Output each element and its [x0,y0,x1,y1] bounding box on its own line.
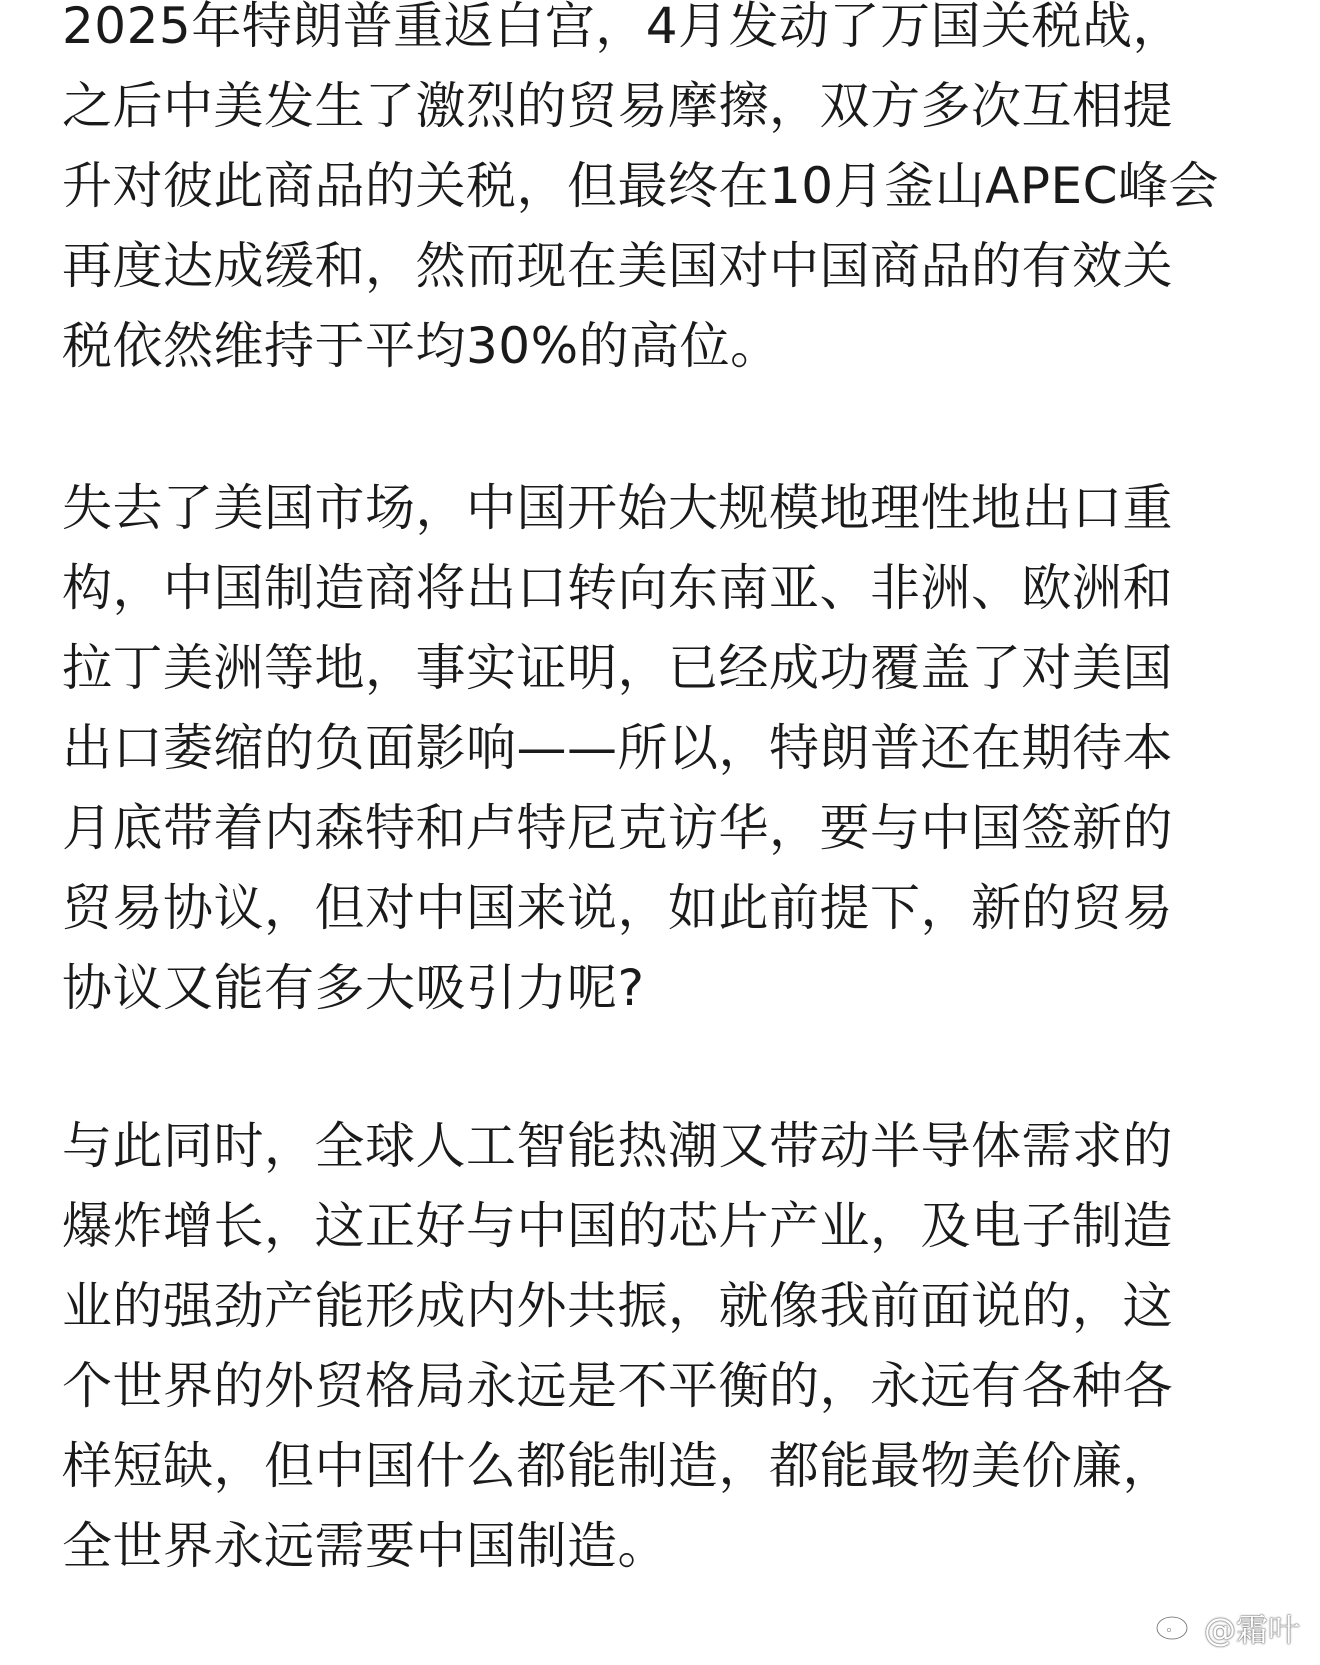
text-line: 出口萎缩的负面影响——所以，特朗普还在期待本 [62,719,1173,777]
text-line: 2025年特朗普重返白宫，4月发动了万国关税战， [62,0,1184,55]
text-line: 与此同时，全球人工智能热潮又带动半导体需求的 [62,1117,1173,1175]
weibo-icon [1154,1606,1198,1650]
text-line: 税依然维持于平均30%的高位。 [62,317,781,375]
text-line: 月底带着内森特和卢特尼克访华，要与中国签新的 [62,799,1173,857]
text-line: 爆炸增长，这正好与中国的芯片产业，及电子制造 [62,1197,1173,1255]
paragraph-3 [62,1106,1173,1586]
text-line: 全世界永远需要中国制造。 [62,1517,668,1575]
paragraph-2 [62,468,1173,1028]
paragraph-1 [62,0,1219,386]
text-line: 业的强劲产能形成内外共振，就像我前面说的，这 [62,1277,1173,1335]
text-line: 再度达成缓和，然而现在美国对中国商品的有效关 [62,237,1173,295]
text-line: 样短缺，但中国什么都能制造，都能最物美价廉， [62,1437,1173,1495]
text-line: 之后中美发生了激烈的贸易摩擦，双方多次互相提 [62,77,1173,135]
text-line: 贸易协议，但对中国来说，如此前提下，新的贸易 [62,879,1173,937]
text-line: 失去了美国市场，中国开始大规模地理性地出口重 [62,479,1173,537]
weibo-watermark [1154,1605,1300,1651]
text-line: 升对彼此商品的关税，但最终在10月釜山APEC峰会 [62,157,1219,215]
text-line: 协议又能有多大吸引力呢? [62,959,645,1017]
text-line: 构，中国制造商将出口转向东南亚、非洲、欧洲和 [62,559,1173,617]
text-line: 拉丁美洲等地，事实证明，已经成功覆盖了对美国 [62,639,1173,697]
watermark-text: @霜叶 [1203,1611,1300,1649]
text-line: 个世界的外贸格局永远是不平衡的，永远有各种各 [62,1357,1173,1415]
